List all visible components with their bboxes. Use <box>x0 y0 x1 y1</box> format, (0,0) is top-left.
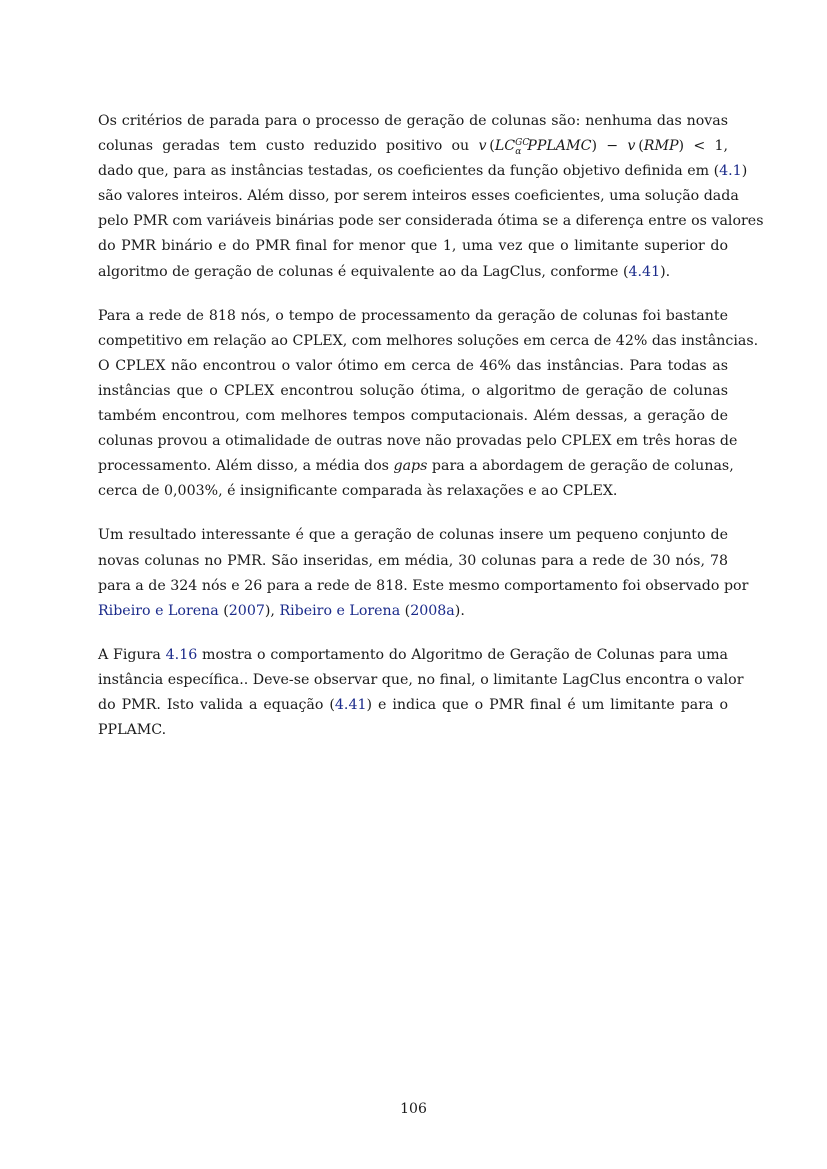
text-line: do PMR. Isto valida a equação (4.41) e indica que o PMR final é um limitante para o <box>98 696 728 713</box>
document-body <box>98 109 764 743</box>
text-line-formula: colunas geradas tem custo reduzido positivo ou v ($LC_{GC\alpha}$ PPLAMC) − v (RMP) < 1, <box>98 137 728 157</box>
text-line: O CPLEX não encontrou o valor ótimo em cerca de 46% das instâncias. Para todas as <box>98 357 728 374</box>
text-line: A Figura 4.16 mostra o comportamento do Algoritmo de Geração de Colunas para uma <box>98 646 728 663</box>
paragraph-2 <box>98 304 759 505</box>
text-line: competitivo em relação ao CPLEX, com melhores soluções em cerca de 42% das instâncias. <box>98 332 759 349</box>
text-line: Os critérios de parada para o processo de geração de colunas são: nenhuma das novas <box>98 113 728 129</box>
text-line: algoritmo de geração de colunas é equivalente ao da LagClus, conforme (4.41). <box>98 263 671 280</box>
page-number: 106 <box>400 1101 427 1117</box>
text-line: colunas provou a otimalidade de outras nove não provadas pelo CPLEX em três horas de <box>98 433 738 450</box>
figure-link[interactable]: 4.16 <box>165 646 198 663</box>
equation-link[interactable]: 4.1 <box>719 163 742 180</box>
text-line: do PMR binário e do PMR final for menor que 1, uma vez que o limitante superior do <box>98 238 728 255</box>
text-line: pelo PMR com variáveis binárias pode ser considerada ótima se a diferença entre os valores <box>98 213 764 230</box>
citation-year-link[interactable]: 2007 <box>228 602 265 619</box>
text-line: cerca de 0,003%, é insignificante comparada às relaxações e ao CPLEX. <box>98 483 618 500</box>
citation-year-link[interactable]: 2008a <box>410 602 455 619</box>
text-line: também encontrou, com melhores tempos computacionais. Além dessas, a geração de <box>98 408 728 425</box>
paragraph-4 <box>98 643 744 743</box>
text-line: Um resultado interessante é que a geração de colunas insere um pequeno conjunto de <box>98 527 728 544</box>
text-line: PPLAMC. <box>98 722 167 739</box>
equation-link[interactable]: 4.41 <box>628 263 661 280</box>
text-line: Ribeiro e Lorena (2007), Ribeiro e Lorena (2008a). <box>98 602 465 619</box>
citation-link[interactable]: Ribeiro e Lorena <box>98 602 219 619</box>
text-line: dado que, para as instâncias testadas, os coeficientes da função objetivo definida em (4.1) <box>98 163 748 180</box>
text-line: Para a rede de 818 nós, o tempo de processamento da geração de colunas foi bastante <box>98 307 728 324</box>
paragraph-1 <box>98 109 764 285</box>
text-line: instância específica.. Deve-se observar que, no final, o limitante LagClus encontra o valor <box>98 671 744 688</box>
paragraph-3 <box>98 523 749 623</box>
text-line: processamento. Além disso, a média dos gaps para a abordagem de geração de colunas, <box>98 458 734 475</box>
citation-link[interactable]: Ribeiro e Lorena <box>279 602 401 619</box>
text-line: para a de 324 nós e 26 para a rede de 818. Este mesmo comportamento foi observado por <box>98 577 749 594</box>
text-line: instâncias que o CPLEX encontrou solução ótima, o algoritmo de geração de colunas <box>98 382 728 399</box>
text-line: novas colunas no PMR. São inseridas, em média, 30 colunas para a rede de 30 nós, 78 <box>98 552 728 569</box>
equation-link[interactable]: 4.41 <box>334 696 367 713</box>
text-line: são valores inteiros. Além disso, por serem inteiros esses coeficientes, uma solução dada <box>98 188 739 205</box>
